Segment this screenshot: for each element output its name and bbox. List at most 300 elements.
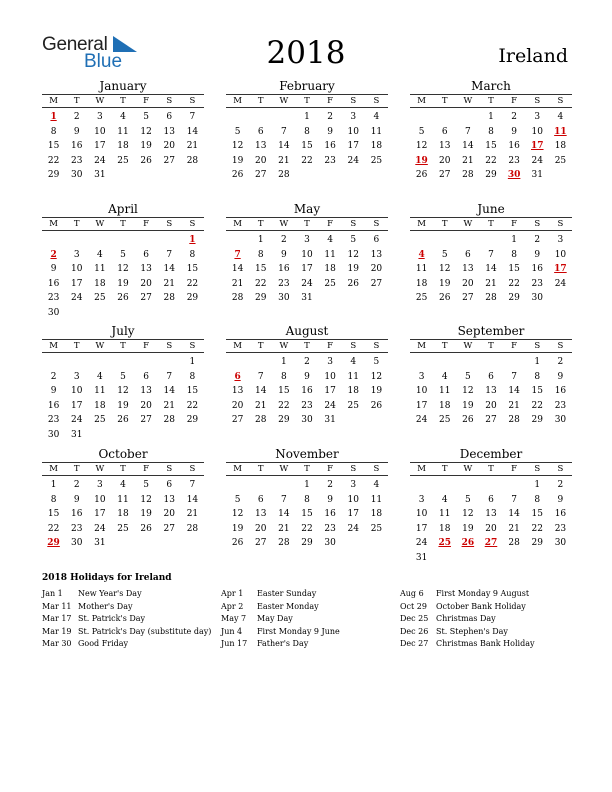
day-cell: 28 <box>508 538 520 549</box>
day-cell: 20 <box>370 264 383 275</box>
day-cell: 8 <box>304 126 310 137</box>
day-cell: 8 <box>189 249 196 260</box>
day-cell: 1 <box>534 480 541 490</box>
weekday-label: S <box>350 341 357 351</box>
empty-cell <box>433 233 456 248</box>
day-cell: 25 <box>370 155 383 166</box>
weekday-header <box>410 462 572 476</box>
weekday-label: S <box>557 464 564 474</box>
empty-cell <box>249 110 272 125</box>
day-cell: 26 <box>231 538 244 549</box>
day-cell: 29 <box>301 538 313 549</box>
day-cell: 22 <box>186 278 199 289</box>
empty-cell <box>135 233 158 248</box>
month-february <box>226 79 388 183</box>
holiday-row <box>221 626 340 639</box>
day-cell: 3 <box>418 494 425 505</box>
day-cell: 27 <box>438 170 451 181</box>
day-cell: 12 <box>462 386 474 397</box>
day-cell: 5 <box>234 494 241 505</box>
day-cell: 10 <box>347 126 359 137</box>
day-cell: 21 <box>231 278 244 289</box>
day-grid <box>410 233 572 306</box>
day-cell: 16 <box>278 264 290 275</box>
holiday-date: Apr 2 <box>221 601 244 611</box>
day-cell: 9 <box>511 126 517 137</box>
day-cell: 15 <box>301 141 313 152</box>
weekday-label: W <box>95 341 105 351</box>
month-march <box>410 79 572 183</box>
holiday-row <box>221 601 340 614</box>
weekday-header <box>42 94 204 108</box>
empty-cell <box>88 233 111 248</box>
holiday-row <box>221 613 340 626</box>
day-cell: 29 <box>531 538 543 549</box>
day-cell: 21 <box>186 509 199 520</box>
day-cell: 17 <box>347 509 359 520</box>
day-cell: 2 <box>511 112 517 122</box>
day-cell: 13 <box>163 494 175 505</box>
holiday-date: Dec 27 <box>400 639 429 648</box>
day-cell: 18 <box>554 141 567 152</box>
day-cell: 4 <box>96 249 103 260</box>
day-cell: 14 <box>462 141 474 152</box>
logo-text-blue: Blue <box>84 51 123 72</box>
day-cell: 2 <box>280 235 287 245</box>
weekday-label: F <box>511 96 518 106</box>
holiday-date: Dec 26 <box>400 626 429 636</box>
holiday-date: Aug 6 <box>400 589 424 598</box>
month-title: October <box>98 447 148 461</box>
weekday-label: T <box>120 219 126 229</box>
day-cell: 12 <box>140 494 152 505</box>
day-cell: 5 <box>234 126 241 137</box>
holiday-name: St. Stephen's Day <box>436 626 508 636</box>
day-cell: 19 <box>231 523 244 534</box>
day-cell: 21 <box>462 155 474 166</box>
weekday-label: F <box>143 464 150 474</box>
day-cell: 2 <box>327 480 333 490</box>
day-cell: 16 <box>554 509 567 520</box>
day-cell: 7 <box>189 112 196 122</box>
day-cell: 2 <box>304 357 310 367</box>
day-cell: 22 <box>301 523 313 534</box>
day-cell: 13 <box>231 386 244 397</box>
day-cell: 27 <box>485 415 497 426</box>
weekday-label: S <box>166 96 173 106</box>
month-april <box>42 202 204 321</box>
weekday-label: M <box>233 464 242 474</box>
day-cell: 9 <box>557 494 564 505</box>
day-cell: 1 <box>189 357 196 367</box>
day-cell: 29 <box>531 415 543 426</box>
weekday-label: W <box>463 464 473 474</box>
weekday-label: S <box>350 96 357 106</box>
holiday-day: 7 <box>234 249 241 260</box>
month-december <box>410 447 572 566</box>
day-cell: 24 <box>554 278 567 289</box>
day-cell: 8 <box>189 371 196 382</box>
day-cell: 23 <box>70 155 83 166</box>
day-cell: 9 <box>557 371 564 382</box>
day-cell: 31 <box>324 415 336 426</box>
holiday-name: First Monday 9 June <box>257 626 340 636</box>
day-cell: 24 <box>70 415 83 426</box>
weekday-label: S <box>189 219 196 229</box>
day-cell: 25 <box>324 278 336 289</box>
day-cell: 30 <box>301 415 313 426</box>
day-cell: 3 <box>350 480 357 490</box>
holiday-name: Good Friday <box>78 639 129 648</box>
day-cell: 12 <box>370 371 383 382</box>
weekday-label: T <box>120 96 126 106</box>
day-cell: 14 <box>186 494 199 505</box>
holiday-day: 6 <box>234 371 241 382</box>
day-cell: 16 <box>324 509 336 520</box>
day-cell: 5 <box>373 357 380 367</box>
day-cell: 11 <box>324 249 336 260</box>
day-cell: 25 <box>347 400 359 411</box>
month-august <box>226 324 388 428</box>
day-cell: 21 <box>163 400 175 411</box>
day-cell: 30 <box>70 538 83 549</box>
day-cell: 2 <box>50 371 57 382</box>
day-cell: 14 <box>163 264 175 275</box>
day-cell: 2 <box>534 235 541 245</box>
day-cell: 22 <box>485 155 497 166</box>
day-cell: 26 <box>347 278 359 289</box>
day-cell: 4 <box>441 494 448 505</box>
day-grid <box>410 478 572 566</box>
holiday-name: Father's Day <box>257 639 309 648</box>
empty-cell <box>226 478 249 493</box>
day-cell: 30 <box>554 538 567 549</box>
month-july <box>42 324 204 443</box>
day-cell: 31 <box>94 170 106 181</box>
holiday-day: 1 <box>50 112 57 122</box>
weekday-label: T <box>73 341 80 351</box>
empty-cell <box>479 478 502 493</box>
day-grid <box>226 478 388 551</box>
weekday-label: S <box>350 219 357 229</box>
day-cell: 19 <box>370 386 383 397</box>
empty-cell <box>503 355 526 370</box>
month-title: August <box>285 324 329 338</box>
weekday-label: M <box>49 341 58 351</box>
day-cell: 22 <box>301 155 313 166</box>
day-cell: 5 <box>120 371 126 382</box>
weekday-label: F <box>143 96 150 106</box>
weekday-label: W <box>279 464 289 474</box>
weekday-header <box>226 339 388 353</box>
day-cell: 27 <box>462 293 474 304</box>
day-cell: 31 <box>94 538 106 549</box>
day-cell: 31 <box>70 429 83 440</box>
holiday-date: Jun 17 <box>221 639 248 648</box>
day-cell: 12 <box>231 141 244 152</box>
day-cell: 14 <box>163 386 175 397</box>
day-cell: 23 <box>554 523 567 534</box>
empty-cell <box>433 355 456 370</box>
day-cell: 23 <box>554 400 567 411</box>
empty-cell <box>479 355 502 370</box>
day-cell: 28 <box>508 415 520 426</box>
day-cell: 4 <box>120 112 126 122</box>
weekday-label: S <box>557 341 564 351</box>
weekday-label: T <box>120 341 126 351</box>
day-cell: 22 <box>531 523 543 534</box>
day-cell: 30 <box>554 415 567 426</box>
empty-cell <box>479 233 502 248</box>
day-cell: 30 <box>324 538 336 549</box>
day-cell: 20 <box>462 278 474 289</box>
holiday-column <box>42 588 211 651</box>
day-cell: 11 <box>347 371 359 382</box>
weekday-label: S <box>166 219 173 229</box>
empty-cell <box>42 355 65 370</box>
empty-cell <box>226 110 249 125</box>
day-cell: 4 <box>441 371 448 382</box>
day-cell: 13 <box>485 386 497 397</box>
country-name: Ireland <box>498 45 568 67</box>
day-cell: 7 <box>488 249 494 260</box>
day-cell: 27 <box>163 155 175 166</box>
holiday-date: Mar 19 <box>42 626 72 636</box>
empty-cell <box>158 233 181 248</box>
day-cell: 19 <box>231 155 244 166</box>
day-cell: 8 <box>50 494 57 505</box>
day-cell: 13 <box>254 141 267 152</box>
day-cell: 31 <box>531 170 543 181</box>
day-cell: 10 <box>94 126 106 137</box>
empty-cell <box>249 478 272 493</box>
weekday-label: T <box>304 341 310 351</box>
day-cell: 27 <box>231 415 244 426</box>
weekday-header <box>42 217 204 231</box>
day-cell: 11 <box>94 386 106 397</box>
holiday-date: Jan 1 <box>42 589 63 598</box>
weekday-label: M <box>233 341 242 351</box>
holiday-day: 1 <box>189 235 196 245</box>
day-cell: 22 <box>47 155 60 166</box>
day-cell: 11 <box>94 264 106 275</box>
day-cell: 22 <box>47 523 60 534</box>
day-cell: 17 <box>415 400 428 411</box>
day-cell: 23 <box>70 523 83 534</box>
day-cell: 17 <box>94 141 106 152</box>
empty-cell <box>135 355 158 370</box>
day-cell: 15 <box>278 386 290 397</box>
day-cell: 30 <box>531 293 543 304</box>
weekday-label: T <box>441 341 448 351</box>
day-cell: 25 <box>117 523 129 534</box>
holiday-row <box>221 588 340 601</box>
day-cell: 27 <box>254 538 267 549</box>
day-cell: 25 <box>117 155 129 166</box>
month-may <box>226 202 388 306</box>
empty-cell <box>88 355 111 370</box>
day-cell: 17 <box>70 400 83 411</box>
day-cell: 10 <box>347 494 359 505</box>
day-cell: 18 <box>324 264 336 275</box>
weekday-label: T <box>441 219 448 229</box>
day-cell: 19 <box>140 509 152 520</box>
day-cell: 30 <box>47 429 60 440</box>
day-cell: 26 <box>117 293 129 304</box>
holiday-day: 4 <box>418 249 425 260</box>
weekday-label: F <box>511 464 518 474</box>
day-cell: 23 <box>324 155 336 166</box>
logo-text-general: General <box>42 34 108 55</box>
holiday-date: May 7 <box>221 614 247 623</box>
day-cell: 4 <box>96 371 103 382</box>
day-cell: 6 <box>143 249 149 260</box>
day-cell: 26 <box>231 170 244 181</box>
month-title: July <box>111 324 135 338</box>
day-cell: 23 <box>47 293 60 304</box>
day-cell: 4 <box>373 112 380 122</box>
month-september <box>410 324 572 428</box>
empty-cell <box>42 233 65 248</box>
day-cell: 16 <box>324 141 336 152</box>
day-grid <box>42 478 204 551</box>
weekday-label: W <box>463 96 473 106</box>
weekday-label: T <box>488 341 494 351</box>
day-grid <box>42 110 204 183</box>
holiday-name: Mother's Day <box>78 601 133 611</box>
day-cell: 15 <box>301 509 313 520</box>
day-cell: 5 <box>464 371 471 382</box>
day-cell: 28 <box>163 293 175 304</box>
day-cell: 9 <box>534 249 541 260</box>
day-cell: 8 <box>50 126 57 137</box>
day-cell: 2 <box>73 480 80 490</box>
month-title: January <box>99 79 147 93</box>
day-grid <box>226 233 388 306</box>
day-cell: 18 <box>94 400 106 411</box>
month-title: February <box>279 79 335 93</box>
weekday-label: W <box>95 96 105 106</box>
day-cell: 28 <box>278 538 290 549</box>
holiday-row <box>400 601 535 614</box>
weekday-label: F <box>327 464 334 474</box>
day-cell: 6 <box>257 494 264 505</box>
day-cell: 12 <box>117 264 129 275</box>
day-cell: 5 <box>464 494 471 505</box>
day-cell: 24 <box>347 155 359 166</box>
weekday-label: T <box>257 96 264 106</box>
day-cell: 28 <box>186 155 199 166</box>
day-cell: 25 <box>415 293 428 304</box>
day-cell: 19 <box>117 400 129 411</box>
day-cell: 10 <box>415 509 428 520</box>
day-cell: 21 <box>163 278 175 289</box>
day-cell: 20 <box>231 400 244 411</box>
day-cell: 21 <box>485 278 497 289</box>
day-cell: 2 <box>557 480 564 490</box>
weekday-label: S <box>534 96 541 106</box>
day-cell: 31 <box>301 293 313 304</box>
holiday-row <box>400 588 535 601</box>
holiday-day: 11 <box>554 126 567 137</box>
weekday-label: T <box>73 219 80 229</box>
weekday-header <box>226 462 388 476</box>
day-cell: 24 <box>301 278 313 289</box>
empty-cell <box>456 110 479 125</box>
holiday-date: Mar 17 <box>42 614 72 623</box>
day-cell: 20 <box>485 523 497 534</box>
holiday-day: 17 <box>554 264 567 275</box>
day-cell: 24 <box>347 523 359 534</box>
day-cell: 6 <box>464 249 471 260</box>
day-cell: 23 <box>301 400 313 411</box>
day-cell: 22 <box>278 400 290 411</box>
day-cell: 5 <box>143 112 149 122</box>
day-cell: 9 <box>327 126 333 137</box>
day-cell: 30 <box>47 307 60 318</box>
holiday-row <box>42 613 211 626</box>
holiday-row <box>42 588 211 601</box>
day-cell: 28 <box>278 170 290 181</box>
weekday-label: S <box>373 341 380 351</box>
day-cell: 14 <box>254 386 267 397</box>
day-cell: 2 <box>327 112 333 122</box>
empty-cell <box>410 355 433 370</box>
day-cell: 4 <box>327 235 333 245</box>
day-cell: 24 <box>415 415 428 426</box>
weekday-label: T <box>441 464 448 474</box>
day-cell: 15 <box>186 264 199 275</box>
day-cell: 3 <box>534 112 541 122</box>
empty-cell <box>249 355 272 370</box>
day-cell: 19 <box>117 278 129 289</box>
weekday-label: W <box>95 219 105 229</box>
day-cell: 8 <box>304 494 310 505</box>
day-cell: 8 <box>534 371 541 382</box>
day-cell: 16 <box>47 278 60 289</box>
weekday-label: S <box>166 464 173 474</box>
holiday-day: 29 <box>47 538 60 549</box>
holiday-name: St. Patrick's Day (substitute day) <box>78 626 212 636</box>
day-cell: 16 <box>554 386 567 397</box>
day-cell: 28 <box>231 293 244 304</box>
day-cell: 6 <box>166 112 173 122</box>
day-cell: 18 <box>438 400 451 411</box>
day-cell: 17 <box>301 264 313 275</box>
day-cell: 3 <box>73 371 80 382</box>
weekday-label: S <box>189 341 196 351</box>
empty-cell <box>503 478 526 493</box>
weekday-label: T <box>488 96 494 106</box>
day-cell: 25 <box>554 155 567 166</box>
holiday-row <box>400 626 535 639</box>
empty-cell <box>111 355 134 370</box>
day-cell: 18 <box>370 509 383 520</box>
day-grid <box>410 355 572 428</box>
weekday-header <box>410 94 572 108</box>
day-grid <box>226 355 388 428</box>
day-cell: 11 <box>370 494 383 505</box>
day-cell: 23 <box>324 523 336 534</box>
month-october <box>42 447 204 551</box>
weekday-label: T <box>304 464 310 474</box>
day-cell: 13 <box>140 264 152 275</box>
day-cell: 11 <box>438 509 451 520</box>
day-cell: 27 <box>163 523 175 534</box>
day-cell: 20 <box>485 400 497 411</box>
day-cell: 1 <box>488 112 494 122</box>
day-cell: 1 <box>304 480 310 490</box>
